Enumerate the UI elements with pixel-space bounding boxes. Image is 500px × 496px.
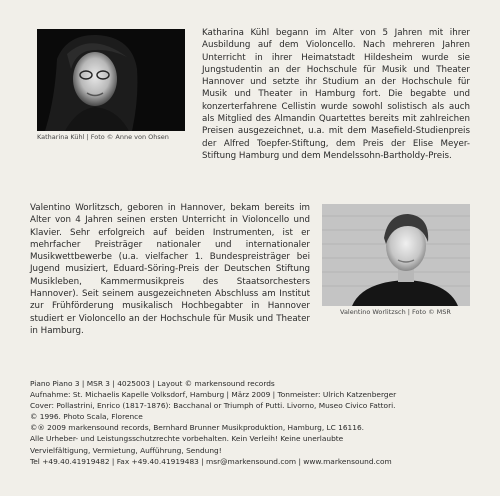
colophon-recording-line: Aufnahme: St. Michaelis Kapelle Volksdorf, Hamburg | März 2009 | Tonmeister: Ulrich Katzenberger — [30, 390, 397, 400]
colophon — [30, 378, 480, 467]
colophon-rights-line-2: Vervielfältigung, Vermietung, Aufführung, Sendung! — [30, 445, 222, 455]
photo-caption-katharina: Katharina Kühl | Foto © Anne von Ohsen — [37, 133, 169, 141]
colophon-copyright-line: ©® 2009 markensound records, Bernhard Brunner Musikproduktion, Hamburg, LC 16116. — [30, 423, 364, 433]
photo-valentino-worlitzsch — [322, 204, 470, 306]
bio-valentino-worlitzsch: Valentino Worlitzsch, geboren in Hannover, bekam bereits im Alter von 4 Jahren seinen ersten Unterricht in Violoncello und Klavier. Sehr erfolgreich auf beiden Instrumenten, ist er mehrfacher Preisträger nationaler und internationaler Musikwettbewerbe (u.a. vielfacher 1. Bundespreisträger bei Jugend musiziert, Eduard-Söring-Preis der Deutschen Stiftung Musikleben, Kammermusikpreis des Staatsorchesters Hannover). Seit seinem ausgezeichneten Abschluss am Institut zur Frühförderung musikalisch Hochbegabter in Hannover studiert er Violoncello an der Hochschule für Musik und Theater in Hamburg. — [30, 203, 310, 336]
colophon-rights-line: Alle Urheber- und Leistungsschutzrechte vorbehalten. Kein Verleih! Keine unerlaubte — [30, 434, 344, 444]
colophon-catalog-line: Piano Piano 3 | MSR 3 | 4025003 | Layout © markensound records — [30, 379, 275, 388]
photo-katharina-kuehl — [37, 29, 185, 131]
bio-katharina-kuehl: Katharina Kühl begann im Alter von 5 Jahren mit ihrer Ausbildung auf dem Violoncello. Nach mehreren Jahren Unterricht in ihrer Heimatstadt Hildesheim wurde sie Jungstudentin an der Hochschule für Musik und Theater Hannover und setzte ihr Studium an der Hochschule für Musik und Theater in Hamburg fort. Die begabte und konzerterfahrene Cellistin wurde sowohl solistisch als auch als Mitglied des Almandin Quartettes bereits mit zahlreichen Preisen ausgezeichnet, u.a. mit dem Masefield-Studienpreis der Alfred Toepfer-Stiftung, dem Preis der Elise Meyer-Stiftung Hamburg und dem Mendelssohn-Bartholdy-Preis. — [202, 28, 470, 161]
colophon-photo-credit-line: © 1996. Photo Scala, Florence — [30, 412, 143, 422]
colophon-cover-line: Cover: Pollastrini, Enrico (1817-1876): Bacchanal or Triumph of Putti. Livorno, Museo Civico Fattori. — [30, 401, 396, 411]
colophon-contact-line: Tel +49.40.41919482 | Fax +49.40.41919483 | msr@markensound.com | www.markensound.com — [30, 456, 392, 466]
photo-caption-valentino: Valentino Worlitzsch | Foto © MSR — [340, 308, 451, 316]
